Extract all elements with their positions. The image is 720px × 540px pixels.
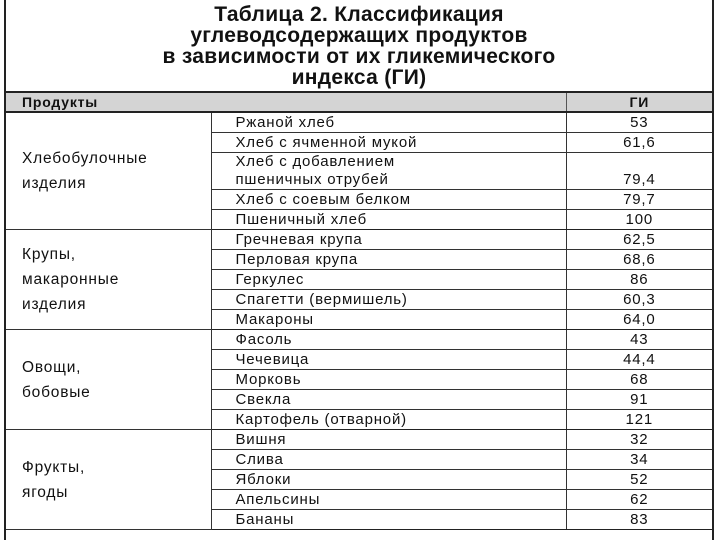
product-cell	[211, 270, 566, 290]
title-line: углеводсодержащих продуктов	[190, 24, 528, 47]
gi-value: 62,5	[566, 230, 712, 250]
gi-value: 79,7	[566, 190, 712, 210]
product-name: Свекла	[235, 391, 292, 408]
gi-value: 43	[566, 330, 712, 350]
product-cell	[211, 390, 566, 410]
gi-value: 44,4	[566, 350, 712, 370]
gi-value: 86	[566, 270, 712, 290]
title-line: в зависимости от их гликемического	[162, 45, 556, 68]
product-cell	[211, 370, 566, 390]
product-name: Спагетти (вермишель)	[235, 291, 408, 308]
product-cell	[211, 430, 566, 450]
product-cell	[211, 153, 566, 190]
category-label: Овощи,	[22, 358, 82, 376]
product-name: Бананы	[235, 511, 295, 528]
product-name: Слива	[235, 451, 284, 468]
product-name: Макароны	[235, 311, 314, 328]
gi-table	[6, 91, 712, 530]
product-cell	[211, 510, 566, 530]
product-name: Пшеничный хлеб	[235, 211, 367, 228]
product-cell	[211, 112, 566, 133]
product-cell	[211, 310, 566, 330]
product-cell	[211, 210, 566, 230]
gi-value: 91	[566, 390, 712, 410]
right-border	[712, 0, 714, 540]
gi-value: 64,0	[566, 310, 712, 330]
gi-value: 62	[566, 490, 712, 510]
product-name: Перловая крупа	[235, 251, 359, 268]
product-name: Ржаной хлеб	[235, 114, 335, 131]
product-name: Картофель (отварной)	[235, 411, 407, 428]
product-cell	[211, 350, 566, 370]
title-line: Таблица 2. Классификация	[214, 3, 504, 26]
gi-value: 68,6	[566, 250, 712, 270]
gi-value: 68	[566, 370, 712, 390]
table-body	[6, 112, 712, 530]
product-name: Апельсины	[235, 491, 321, 508]
gi-value: 32	[566, 430, 712, 450]
category-label: Фрукты,	[22, 458, 86, 476]
category-label: макаронные	[22, 271, 120, 288]
category-cell	[6, 330, 211, 430]
category-label: изделия	[22, 175, 87, 192]
category-label: ягоды	[22, 483, 69, 501]
product-cell	[211, 230, 566, 250]
gi-value: 53	[566, 112, 712, 133]
category-cell	[6, 112, 211, 230]
category-cell	[6, 230, 211, 330]
table-row	[6, 112, 712, 133]
product-name: Геркулес	[235, 271, 305, 288]
product-cell	[211, 250, 566, 270]
product-name: пшеничных отрубей	[235, 171, 389, 188]
product-cell	[211, 290, 566, 310]
product-cell	[211, 450, 566, 470]
category-label: изделия	[22, 296, 87, 313]
product-cell	[211, 410, 566, 430]
category-label: бобовые	[22, 383, 91, 401]
table-row	[6, 330, 712, 350]
header-row	[6, 92, 712, 112]
table-row	[6, 430, 712, 450]
product-name: Чечевица	[235, 351, 310, 368]
product-name: Хлеб с добавлением	[235, 153, 395, 170]
title-line: индекса (ГИ)	[291, 66, 427, 89]
product-cell	[211, 190, 566, 210]
product-name: Яблоки	[235, 471, 292, 488]
product-name: Гречневая крупа	[235, 231, 363, 248]
gi-value: 121	[566, 410, 712, 430]
product-name: Фасоль	[235, 331, 293, 348]
product-cell	[211, 133, 566, 153]
product-name: Хлеб с ячменной мукой	[235, 134, 418, 151]
product-name: Морковь	[235, 371, 302, 388]
product-cell	[211, 490, 566, 510]
product-cell	[211, 470, 566, 490]
table-title	[6, 4, 712, 88]
product-name: Вишня	[235, 431, 287, 448]
gi-value: 34	[566, 450, 712, 470]
product-cell	[211, 330, 566, 350]
gi-value: 100	[566, 210, 712, 230]
category-label: Крупы,	[22, 246, 76, 263]
gi-value: 61,6	[566, 133, 712, 153]
gi-value: 79,4	[566, 153, 712, 190]
header-gi: ГИ	[566, 92, 712, 112]
header-products: Продукты	[6, 92, 566, 112]
product-name: Хлеб с соевым белком	[235, 191, 411, 208]
table-row	[6, 230, 712, 250]
gi-value: 60,3	[566, 290, 712, 310]
gi-value: 83	[566, 510, 712, 530]
category-cell	[6, 430, 211, 530]
category-label: Хлебобулочные	[22, 150, 148, 167]
gi-value: 52	[566, 470, 712, 490]
